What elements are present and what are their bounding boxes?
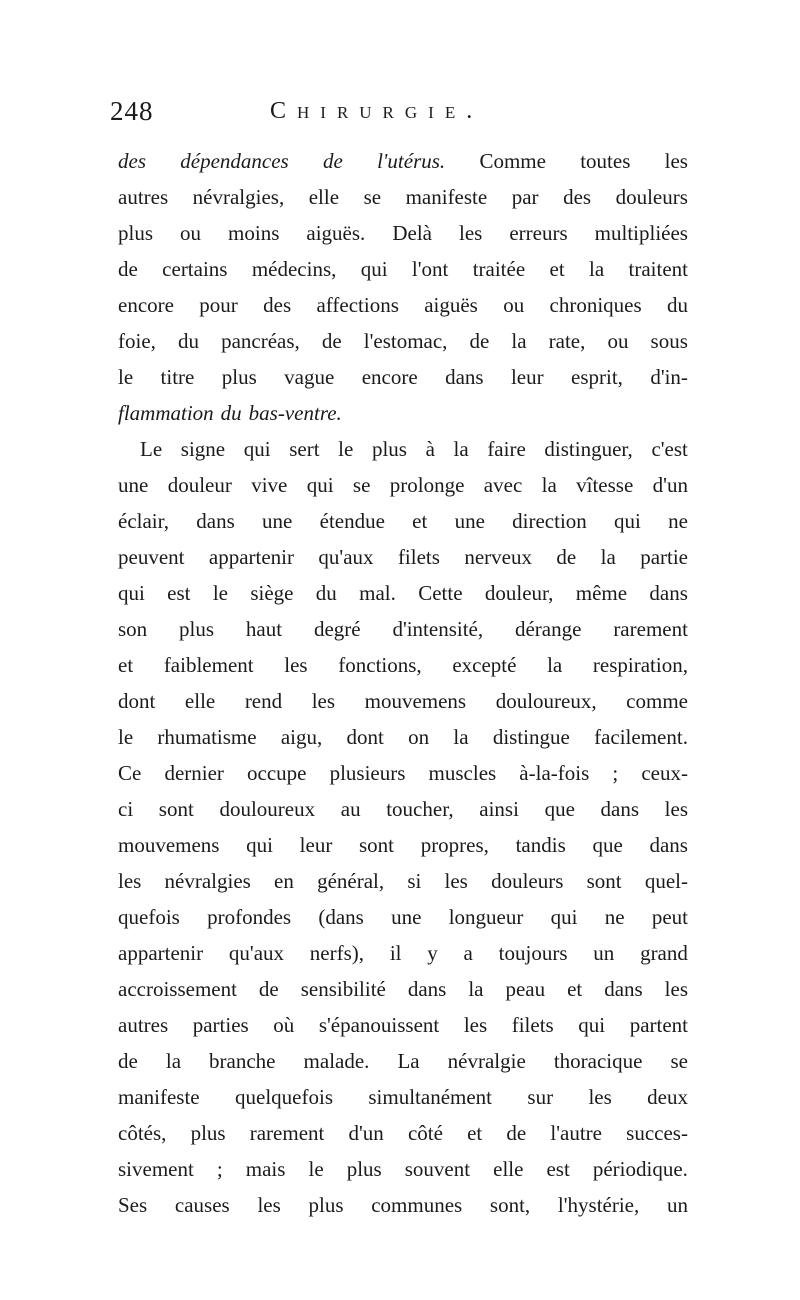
word: distinguer, xyxy=(544,437,633,461)
word: qu'aux xyxy=(318,545,374,569)
word: manifeste xyxy=(118,1085,200,1109)
word: qui xyxy=(614,509,641,533)
word: du xyxy=(220,401,242,425)
word: névralgies xyxy=(164,869,251,893)
word: leur xyxy=(299,833,333,857)
word: appartenir xyxy=(208,545,295,569)
text-line xyxy=(118,431,688,467)
word: l'autre xyxy=(550,1121,602,1145)
word: tandis xyxy=(515,833,566,857)
text-line xyxy=(118,575,688,611)
word: toutes xyxy=(580,149,631,173)
word: Comme xyxy=(479,149,546,173)
word: d'un xyxy=(348,1121,384,1145)
word: dont xyxy=(346,725,384,749)
word: sur xyxy=(527,1085,554,1109)
word: degré xyxy=(313,617,361,641)
word: névralgies, xyxy=(192,185,285,209)
text-line xyxy=(118,827,688,863)
word: a xyxy=(463,941,473,965)
word: peut xyxy=(651,905,688,929)
word: de xyxy=(258,977,279,1001)
word: du xyxy=(177,329,199,353)
text-line xyxy=(118,719,688,755)
word: elle xyxy=(308,185,340,209)
word: un xyxy=(593,941,615,965)
word: les xyxy=(588,1085,612,1109)
word: de xyxy=(323,149,343,173)
word: la xyxy=(600,545,616,569)
word: une xyxy=(262,509,293,533)
word: ceux- xyxy=(641,761,688,785)
word: est xyxy=(167,581,191,605)
word: que xyxy=(592,833,623,857)
word: pour xyxy=(199,293,238,317)
word: une xyxy=(454,509,485,533)
word: comme xyxy=(626,689,688,713)
word: douloureux xyxy=(219,797,316,821)
word: plus xyxy=(346,1157,382,1181)
text-line xyxy=(118,1043,688,1079)
word: plus xyxy=(221,365,257,389)
word: côté xyxy=(407,1121,443,1145)
word: qui xyxy=(243,437,271,461)
word: fonctions, xyxy=(338,653,422,677)
word: quel- xyxy=(644,869,688,893)
body-text xyxy=(118,143,688,1223)
word: le xyxy=(118,365,134,389)
word: mal. xyxy=(359,581,396,605)
text-line xyxy=(118,1007,688,1043)
word: Le xyxy=(140,437,163,461)
word: partent xyxy=(629,1013,688,1037)
word: chroniques xyxy=(549,293,642,317)
word: deux xyxy=(647,1085,688,1109)
word: névralgie xyxy=(447,1049,526,1073)
word: où xyxy=(273,1013,295,1037)
word: malade. xyxy=(303,1049,370,1073)
text-line xyxy=(118,323,688,359)
word: plus xyxy=(190,1121,226,1145)
word: thoracique xyxy=(553,1049,643,1073)
word: succes- xyxy=(626,1121,688,1145)
word: de xyxy=(321,329,342,353)
text-line xyxy=(118,935,688,971)
word: se xyxy=(670,1049,688,1073)
word: la xyxy=(453,437,469,461)
word: il xyxy=(389,941,402,965)
word: peau xyxy=(505,977,546,1001)
word: multipliées xyxy=(594,221,688,245)
word: en xyxy=(274,869,294,893)
text-line xyxy=(118,755,688,791)
word: au xyxy=(340,797,361,821)
word: ne xyxy=(604,905,625,929)
text-line xyxy=(118,1151,688,1187)
word: muscles xyxy=(428,761,497,785)
word: quefois xyxy=(118,905,180,929)
word: d'intensité, xyxy=(392,617,484,641)
word: siège xyxy=(250,581,294,605)
word: rarement xyxy=(249,1121,325,1145)
word: ou xyxy=(607,329,629,353)
word: ou xyxy=(180,221,202,245)
word: propres, xyxy=(420,833,489,857)
word: s'épanouissent xyxy=(318,1013,440,1037)
word: titre xyxy=(160,365,195,389)
word: le xyxy=(118,725,134,749)
word: accroissement xyxy=(118,977,237,1001)
word: la xyxy=(468,977,484,1001)
word: qui xyxy=(118,581,145,605)
word: les xyxy=(463,1013,488,1037)
word: le xyxy=(338,437,354,461)
word: simultanément xyxy=(368,1085,493,1109)
word: plus xyxy=(118,221,154,245)
word: qui xyxy=(246,833,273,857)
word: le xyxy=(308,1157,324,1181)
word: traitent xyxy=(628,257,688,281)
text-line xyxy=(118,179,688,215)
text-line xyxy=(118,791,688,827)
word: la xyxy=(547,653,563,677)
word: autres xyxy=(118,1013,169,1037)
word: dans xyxy=(445,365,484,389)
word: encore xyxy=(361,365,418,389)
word: et xyxy=(567,977,583,1001)
word: et xyxy=(412,509,428,533)
word: éclair, xyxy=(118,509,170,533)
word: nerfs), xyxy=(309,941,365,965)
word: une xyxy=(391,905,422,929)
word: leur xyxy=(510,365,544,389)
word: faire xyxy=(487,437,526,461)
word: les xyxy=(284,653,308,677)
word: qui xyxy=(360,257,388,281)
word: l'hystérie, xyxy=(557,1193,640,1217)
word: douleur xyxy=(167,473,232,497)
word: des xyxy=(563,185,592,209)
word: aigu, xyxy=(280,725,323,749)
word: qui xyxy=(550,905,578,929)
word: encore xyxy=(118,293,174,317)
word: traitée xyxy=(472,257,526,281)
word: les xyxy=(664,797,688,821)
word: sont xyxy=(158,797,194,821)
word: l'utérus. xyxy=(377,149,446,173)
word: rate, xyxy=(548,329,586,353)
word: dans xyxy=(604,977,643,1001)
text-line xyxy=(118,359,688,395)
word: même xyxy=(575,581,628,605)
word: rend xyxy=(244,689,283,713)
word: on xyxy=(408,725,430,749)
word: parties xyxy=(192,1013,249,1037)
text-line xyxy=(118,503,688,539)
word: douleurs xyxy=(491,869,564,893)
word: de xyxy=(556,545,577,569)
word: elle xyxy=(493,1157,524,1181)
text-line xyxy=(118,467,688,503)
word: général, xyxy=(317,869,385,893)
word: aiguës xyxy=(424,293,478,317)
word: excepté xyxy=(452,653,517,677)
text-line xyxy=(118,611,688,647)
word: haut xyxy=(245,617,283,641)
text-line xyxy=(118,143,688,179)
word: mouvemens xyxy=(364,689,467,713)
word: rhumatisme xyxy=(157,725,257,749)
word: de xyxy=(118,1049,138,1073)
word: la xyxy=(165,1049,182,1073)
word: vague xyxy=(284,365,335,389)
word: et xyxy=(467,1121,483,1145)
word: branche xyxy=(209,1049,276,1073)
word: d'in- xyxy=(650,365,688,389)
word: qui xyxy=(306,473,334,497)
word: signe xyxy=(180,437,226,461)
word: partie xyxy=(640,545,688,569)
word: les xyxy=(257,1193,281,1217)
word: des xyxy=(263,293,292,317)
word: appartenir xyxy=(118,941,204,965)
word: les xyxy=(311,689,336,713)
word: à-la-fois xyxy=(519,761,590,785)
word: grand xyxy=(640,941,688,965)
word: ne xyxy=(668,509,688,533)
word: quelquefois xyxy=(235,1085,333,1109)
word: dans xyxy=(649,833,688,857)
word: dont xyxy=(118,689,156,713)
word: ; xyxy=(612,761,619,785)
word: y xyxy=(427,941,438,965)
word: la xyxy=(541,473,557,497)
word: mouvemens xyxy=(118,833,220,857)
text-line xyxy=(118,215,688,251)
word: autres xyxy=(118,185,169,209)
word: (dans xyxy=(318,905,364,929)
word: qu'aux xyxy=(228,941,285,965)
word: affections xyxy=(316,293,399,317)
word: périodique. xyxy=(592,1157,688,1181)
word: peuvent xyxy=(118,545,185,569)
word: et xyxy=(549,257,565,281)
word: vîtesse xyxy=(576,473,634,497)
word: douloureux, xyxy=(495,689,597,713)
text-line xyxy=(118,287,688,323)
word: Ses xyxy=(118,1193,148,1217)
word: Cette xyxy=(418,581,463,605)
word: Ce xyxy=(118,761,142,785)
word: mais xyxy=(245,1157,286,1181)
word: du xyxy=(667,293,688,317)
word: respiration, xyxy=(592,653,688,677)
word: côtés, xyxy=(118,1121,167,1145)
word: longueur xyxy=(448,905,524,929)
running-head: Chirurgie. xyxy=(270,98,484,124)
word: dans xyxy=(649,581,688,605)
word: la xyxy=(589,257,605,281)
word: occupe xyxy=(247,761,307,785)
word: qui xyxy=(578,1013,606,1037)
word: direction xyxy=(512,509,587,533)
word: sont xyxy=(586,869,622,893)
word: bas-ventre. xyxy=(248,401,342,425)
word: et xyxy=(118,653,134,677)
word: la xyxy=(511,329,527,353)
word: plus xyxy=(179,617,215,641)
text-line xyxy=(118,1187,688,1223)
word: se xyxy=(352,473,371,497)
word: souvent xyxy=(404,1157,471,1181)
word: ci xyxy=(118,797,134,821)
word: toujours xyxy=(498,941,568,965)
text-line xyxy=(118,395,688,431)
word: prolonge xyxy=(389,473,465,497)
word: de xyxy=(469,329,490,353)
word: dans xyxy=(407,977,447,1001)
word: si xyxy=(407,869,422,893)
word: douleur, xyxy=(484,581,554,605)
page-header xyxy=(110,96,695,136)
word: manifeste xyxy=(405,185,488,209)
word: de xyxy=(506,1121,527,1145)
word: ainsi xyxy=(479,797,519,821)
word: distingue xyxy=(492,725,570,749)
word: sensibilité xyxy=(300,977,386,1001)
word: avec xyxy=(483,473,523,497)
word: l'ont xyxy=(411,257,449,281)
word: plus xyxy=(371,437,407,461)
text-line xyxy=(118,899,688,935)
word: à xyxy=(425,437,435,461)
word: son xyxy=(118,617,148,641)
page-number: 248 xyxy=(110,96,154,126)
word: c'est xyxy=(651,437,688,461)
word: dernier xyxy=(164,761,224,785)
word: dépendances xyxy=(180,149,289,173)
text-line xyxy=(118,251,688,287)
word: d'un xyxy=(652,473,688,497)
word: faiblement xyxy=(163,653,254,677)
word: les xyxy=(118,869,142,893)
word: profondes xyxy=(207,905,292,929)
word: toucher, xyxy=(386,797,454,821)
word: nerveux xyxy=(464,545,532,569)
word: erreurs xyxy=(509,221,568,245)
word: de xyxy=(118,257,138,281)
word: dans xyxy=(600,797,640,821)
word: communes xyxy=(371,1193,463,1217)
word: douleurs xyxy=(615,185,688,209)
word: facilement. xyxy=(594,725,688,749)
word: rarement xyxy=(613,617,688,641)
word: dans xyxy=(196,509,235,533)
word: une xyxy=(118,473,149,497)
word: filets xyxy=(511,1013,554,1037)
text-line xyxy=(118,863,688,899)
word: des xyxy=(118,149,146,173)
word: les xyxy=(444,869,468,893)
word: du xyxy=(315,581,337,605)
word: sous xyxy=(650,329,688,353)
word: plus xyxy=(308,1193,344,1217)
word: sont xyxy=(359,833,395,857)
word: La xyxy=(397,1049,420,1073)
word: le xyxy=(212,581,228,605)
word: un xyxy=(666,1193,688,1217)
word: vive xyxy=(251,473,288,497)
word: Delà xyxy=(392,221,432,245)
word: se xyxy=(363,185,382,209)
word: dérange xyxy=(514,617,582,641)
word: filets xyxy=(397,545,440,569)
word: causes xyxy=(174,1193,230,1217)
word: médecins, xyxy=(251,257,337,281)
word: étendue xyxy=(319,509,385,533)
word: les xyxy=(459,221,483,245)
word: ; xyxy=(216,1157,223,1181)
text-line xyxy=(118,1079,688,1115)
word: les xyxy=(664,149,688,173)
text-line xyxy=(118,1115,688,1151)
text-line xyxy=(118,539,688,575)
word: par xyxy=(511,185,539,209)
word: pancréas, xyxy=(221,329,300,353)
word: l'estomac, xyxy=(363,329,448,353)
word: ou xyxy=(503,293,525,317)
word: elle xyxy=(184,689,216,713)
word: esprit, xyxy=(571,365,623,389)
word: foie, xyxy=(118,329,156,353)
word: sert xyxy=(289,437,320,461)
word: aiguës. xyxy=(306,221,366,245)
word: moins xyxy=(228,221,280,245)
word: que xyxy=(544,797,575,821)
word: plusieurs xyxy=(329,761,406,785)
word: sivement xyxy=(118,1157,194,1181)
word: sont, xyxy=(489,1193,531,1217)
word: certains xyxy=(162,257,228,281)
word: est xyxy=(546,1157,570,1181)
word: la xyxy=(453,725,469,749)
word: les xyxy=(664,977,688,1001)
word: flammation xyxy=(118,401,214,425)
text-line xyxy=(118,971,688,1007)
text-line xyxy=(118,683,688,719)
text-line xyxy=(118,647,688,683)
